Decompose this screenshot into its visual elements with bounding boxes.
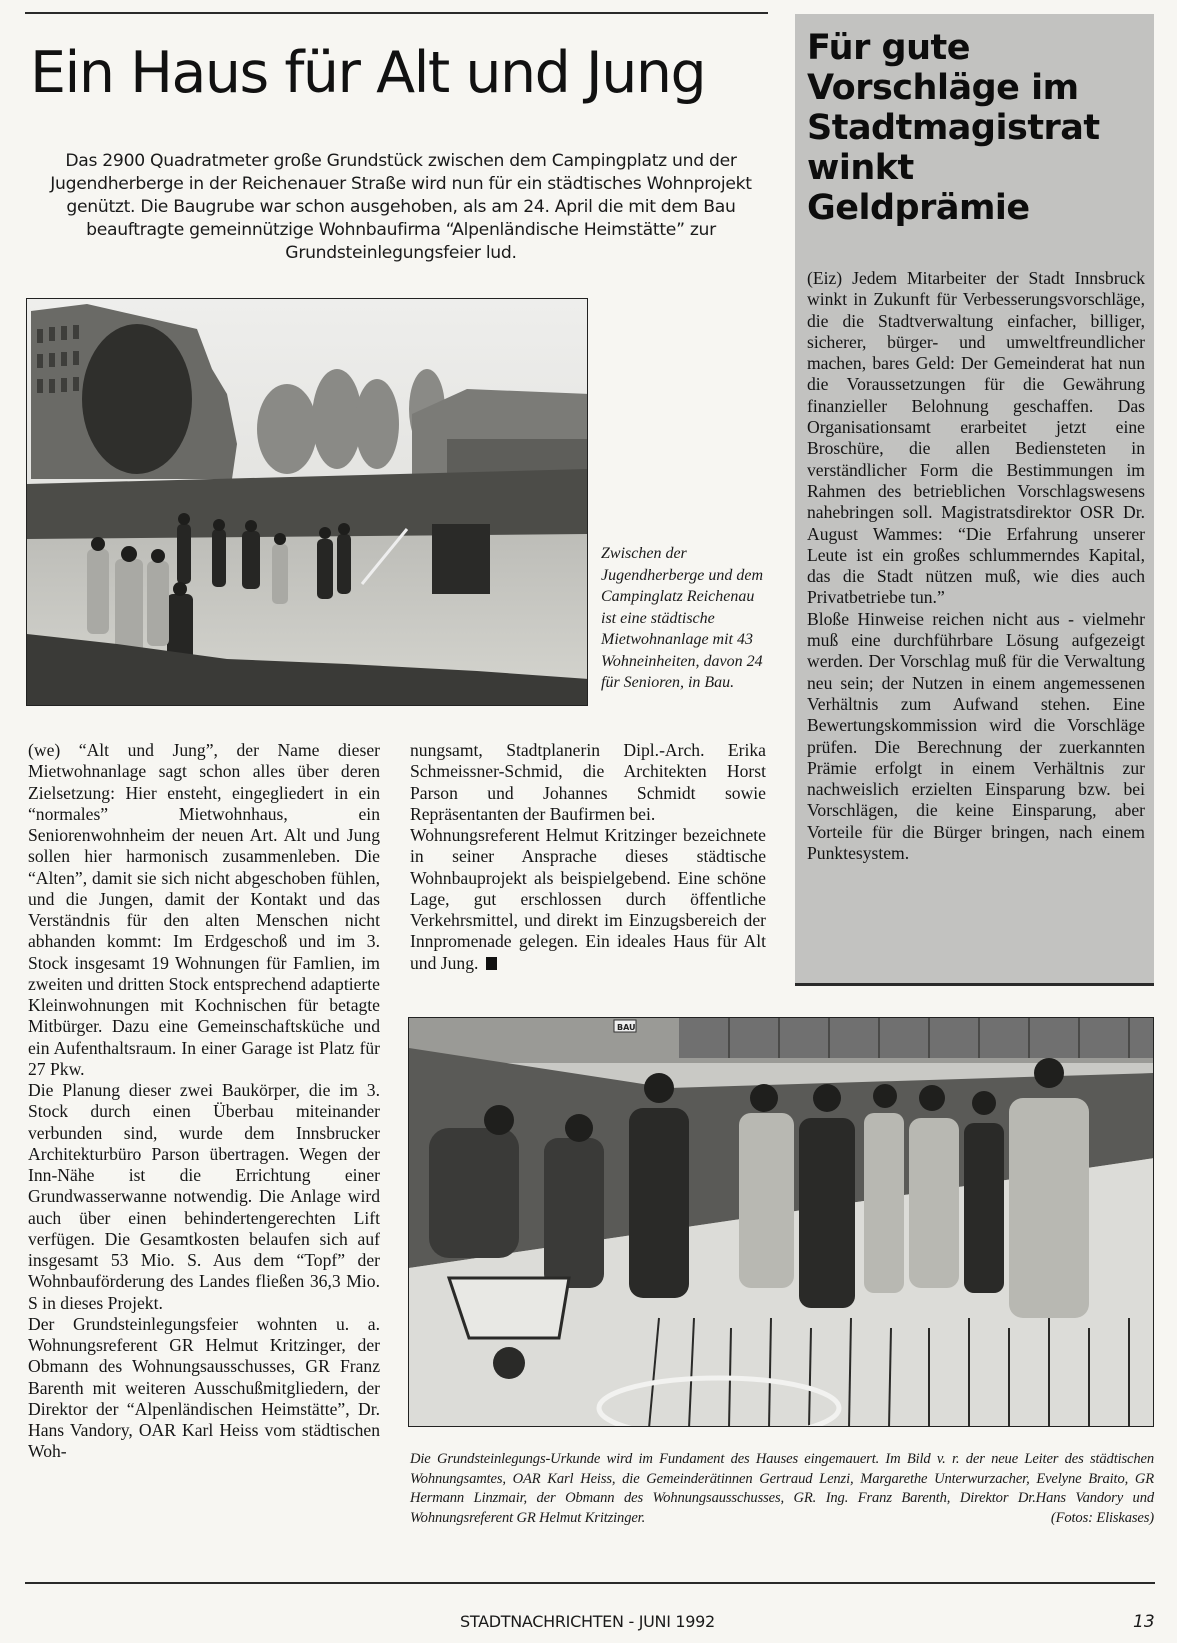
article-paragraph: Die Planung dieser zwei Baukörper, die im 3. Stock durch einen Überbau miteinander verbunden sind, wurde dem Innsbrucker Architekturbüro Parson übertragen. Wegen der Inn-Nähe ist die Errichtung einer Grundwasserwanne notwendig. Die Anlage wird auch über einen behindertengerechten Lift verfügen. Die Gesamtkosten belaufen sich auf insgesamt 53 Mio. S. Aus dem “Topf” der Wohnbauförderung des Landes fließen 36,3 Mio. S in dieses Projekt. — [28, 1080, 380, 1313]
page-number: 13 — [1133, 1612, 1155, 1632]
top-rule — [25, 12, 768, 14]
article-paragraph: nungsamt, Stadtplanerin Dipl.-Arch. Erika Schmeissner-Schmid, die Architekten Horst Parson und Johannes Schmidt sowie Repräsentanten der Baufirmen bei. — [410, 740, 766, 824]
sidebar-body — [807, 268, 1145, 864]
bau-sign-text: BAU — [617, 1023, 636, 1032]
bottom-rule — [25, 1582, 1155, 1584]
footer-publication: STADTNACHRICHTEN - JUNI 1992 — [460, 1612, 715, 1631]
sidebar-box — [795, 14, 1154, 986]
article-column-2 — [410, 740, 766, 974]
photo1-caption: Zwischen der Jugendherberge und dem Campinglatz Reichenau ist eine städtische Mietwohnanlage mit 43 Wohneinheiten, davon 24 für Senioren, in Bau. — [601, 545, 764, 691]
sidebar-paragraph: Bloße Hinweise reichen nicht aus - vielmehr muß eine durchführbare Lösung aufgezeigt werden. Der Vorschlag muß für die Verwaltung neu sein; der Nutzen in einem angemessenen Verhältnis zum Aufwand stehen. Eine Bewertungskommission wird die Vorschläge prüfen. Die Berechnung der zuerkannten Prämie erfolgt in einem Verhältnis zur nachweislich erzielten Einsparung bzw. bei Vorschlägen, die keine Einsparung, aber Vorteile für die Bürger bringen, nach einem Punktesystem. — [807, 608, 1145, 864]
photo2-caption-text: Die Grundsteinlegungs-Urkunde wird im Fundament des Hauses eingemauert. Im Bild v. r. der neue Leiter des städtischen Wohnungsamtes, OAR Karl Heiss, die Gemeinderätinnen Gertraud Lenzi, Margarethe Unterwurzacher, Evelyne Braito, GR Hermann Linzmair, der Obmann des Wohnungsausschusses, GR. Ing. Franz Barenth, Direktor Dr.Hans Vandory und Wohnungsreferent GR Helmut Kritzinger. — [410, 1451, 1154, 1526]
photo-illustration-ceremony — [409, 1018, 1154, 1427]
photo-illustration-construction-site — [27, 299, 588, 706]
article-lead: Das 2900 Quadratmeter große Grundstück zwischen dem Campingplatz und der Jugendherberge in der Reichenauer Straße wird nun für ein städtisches Wohnprojekt genützt. Die Baugrube war schon ausgehoben, als am 24. April die mit dem Bau beauftragte gemeinnützige Wohnbaufirma “Alpenländische Heimstätte” zur Grundsteinlegungsfeier lud. — [50, 151, 752, 263]
construction-site-photo — [26, 298, 588, 706]
article-headline: Ein Haus für Alt und Jung — [30, 40, 706, 106]
end-of-article-mark — [486, 957, 497, 970]
article-paragraph — [410, 825, 766, 974]
sidebar-paragraph: (Eiz) Jedem Mitarbeiter der Stadt Innsbruck winkt in Zukunft für Verbesserungsvorschläge, die die Stadtverwaltung einfacher, billiger, sicherer, bürger- und umweltfreundlicher machen, bares Geld: Der Gemeinderat hat nun die Voraussetzungen für die Gewährung finanzieller Belohnung geschaffen. Das Organisationsamt erarbeitet jetzt eine Broschüre, die allen Bediensteten in verständlicher Form die Bestimmungen im Rahmen des betrieblichen Vorschlagswesens nahebringen soll. Magistratsdirektor OSR Dr. August Wammes: “Die Erfahrung unserer Leute ist ein großes schlummerndes Kapital, das die Stadt nützen muß, wie dies auch Privatbetriebe tun.” — [807, 268, 1145, 608]
photo-credit: (Fotos: Eliskases) — [1050, 1509, 1154, 1526]
ceremony-photo — [408, 1017, 1154, 1427]
article-paragraph-text: Wohnungsreferent Helmut Kritzinger bezeichnete in seiner Ansprache dieses städtische Wohnbauprojekt als beispielgebend. Eine schöne Lage, gut erschlossen durch öffentliche Verkehrsmittel, und direkt im Einzugsbereich der Innpromenade gelegen. Ein ideales Haus für Alt und Jung. — [410, 825, 766, 973]
article-paragraph: Der Grundsteinlegungsfeier wohnten u. a. Wohnungsreferent GR Helmut Kritzinger, der Obmann des Wohnungsausschusses, GR Franz Barenth mit weiteren Ausschußmitgliedern, der Direktor der “Alpenländischen Heimstätte”, Dr. Hans Vandory, OAR Karl Heiss vom städtischen Woh- — [28, 1313, 380, 1462]
article-column-1 — [28, 740, 380, 1463]
photo2-caption — [410, 1450, 1154, 1528]
sidebar-title: Für gute Vorschläge im Stadtmagistrat winkt Geldprämie — [807, 28, 1100, 228]
article-paragraph: (we) “Alt und Jung”, der Name dieser Mietwohnanlage sagt schon alles über deren Zielsetzung: Hier ensteht, eingegliedert in ein “normales” Mietwohnhaus, ein Seniorenwohnheim der neuen Art. Alt und Jung sollen hier harmonisch zusammenleben. Die “Alten”, damit sie sich nicht abgeschoben fühlen, und die Jungen, damit der Kontakt und das Verständnis für den alten Menschen nicht abhanden kommt: Im Erdgeschoß und im 3. Stock insgesamt 19 Wohnungen für Famlien, im zweiten und dritten Stock entsprechend adaptierte Kleinwohnungen mit Kochnischen für betagte Mitbürger. Dazu eine Gemeinschaftsküche und ein Aufenthaltsraum. In einer Garage ist Platz für 27 Pkw. — [28, 740, 380, 1079]
